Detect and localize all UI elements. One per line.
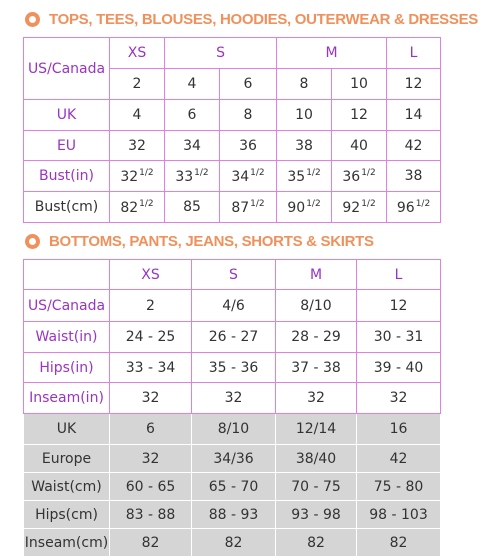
- value-number: 36: [342, 168, 361, 185]
- value-number: 90: [287, 199, 306, 216]
- half-fraction: 1/2: [415, 198, 431, 209]
- value-cell: [110, 161, 165, 192]
- value-cell: 75 - 80: [357, 473, 441, 501]
- value-cell: 93 - 98: [276, 501, 357, 529]
- value-number: 96: [396, 199, 415, 216]
- value-cell: 12: [332, 100, 387, 131]
- value-cell: 8: [277, 69, 332, 100]
- bottoms-size-table: [23, 259, 441, 557]
- value-cell: 12/14: [276, 414, 357, 445]
- value-cell: 70 - 75: [276, 473, 357, 501]
- value-cell: 34/36: [192, 445, 276, 473]
- row-label-inseam-cm: Inseam(cm): [24, 529, 110, 557]
- value-number: 32: [120, 168, 139, 185]
- value-cell: 83 - 88: [110, 501, 192, 529]
- value-cell: 10: [277, 100, 332, 131]
- value-cell: 60 - 65: [110, 473, 192, 501]
- value-cell: 82: [276, 529, 357, 557]
- value-cell: 85: [165, 192, 220, 223]
- half-fraction: 1/2: [139, 198, 154, 209]
- size-header-s: S: [165, 38, 277, 69]
- row-label-eu: EU: [24, 131, 110, 161]
- value-cell: 4/6: [192, 290, 276, 322]
- value-cell: 34: [165, 131, 220, 161]
- value-cell: [220, 161, 277, 192]
- value-cell: 24 - 25: [110, 322, 192, 353]
- section-title-tops: [25, 8, 478, 30]
- row-label-us-canada: US/Canada: [24, 38, 110, 100]
- value-cell: [277, 161, 332, 192]
- value-cell: 82: [192, 529, 276, 557]
- value-cell: 42: [357, 445, 441, 473]
- size-header-m: M: [276, 260, 357, 290]
- value-cell: [332, 161, 387, 192]
- value-cell: [277, 192, 332, 223]
- value-cell: 8/10: [276, 290, 357, 322]
- circle-bullet-icon: [25, 234, 40, 249]
- value-number: 34: [231, 168, 250, 185]
- half-fraction: 1/2: [139, 167, 154, 178]
- value-cell: 82: [357, 529, 441, 557]
- value-cell: 8: [220, 100, 277, 131]
- value-cell: 38: [387, 161, 441, 192]
- half-fraction: 1/2: [306, 198, 321, 209]
- value-cell: 16: [357, 414, 441, 445]
- value-cell: 4: [110, 100, 165, 131]
- value-number: 35: [287, 168, 306, 185]
- row-label-waist-cm: Waist(cm): [24, 473, 110, 501]
- value-number: 33: [175, 168, 194, 185]
- value-cell: 2: [110, 290, 192, 322]
- value-cell: 4: [165, 69, 220, 100]
- row-label-bust-cm: Bust(cm): [24, 192, 110, 223]
- half-fraction: 1/2: [306, 167, 321, 178]
- size-header-s: S: [192, 260, 276, 290]
- value-cell: 32: [110, 445, 192, 473]
- value-cell: 38: [277, 131, 332, 161]
- value-cell: 6: [220, 69, 277, 100]
- value-cell: 38/40: [276, 445, 357, 473]
- value-number: 87: [231, 199, 250, 216]
- row-label-bust-in: Bust(in): [24, 161, 110, 192]
- value-cell: 14: [387, 100, 441, 131]
- row-label-waist-in: Waist(in): [24, 322, 110, 353]
- value-cell: 2: [110, 69, 165, 100]
- value-cell: 32: [110, 131, 165, 161]
- value-cell: 32: [110, 383, 192, 414]
- value-cell: 10: [332, 69, 387, 100]
- size-header-l: L: [357, 260, 441, 290]
- value-cell: 65 - 70: [192, 473, 276, 501]
- value-cell: 28 - 29: [276, 322, 357, 353]
- half-fraction: 1/2: [361, 167, 376, 178]
- corner-cell: [24, 260, 110, 290]
- value-cell: [220, 192, 277, 223]
- value-number: 92: [342, 199, 361, 216]
- value-cell: 8/10: [192, 414, 276, 445]
- value-cell: 6: [165, 100, 220, 131]
- section-title-bottoms: [25, 230, 374, 252]
- value-cell: 33 - 34: [110, 353, 192, 383]
- value-cell: 30 - 31: [357, 322, 441, 353]
- value-cell: [165, 161, 220, 192]
- value-cell: 32: [192, 383, 276, 414]
- row-label-us-canada: US/Canada: [24, 290, 110, 322]
- half-fraction: 1/2: [250, 198, 265, 209]
- value-cell: 82: [110, 529, 192, 557]
- value-number: 82: [120, 199, 139, 216]
- value-cell: 40: [332, 131, 387, 161]
- value-cell: 35 - 36: [192, 353, 276, 383]
- size-header-l: L: [387, 38, 441, 69]
- value-cell: 88 - 93: [192, 501, 276, 529]
- value-cell: 26 - 27: [192, 322, 276, 353]
- row-label-inseam-in: Inseam(in): [24, 383, 110, 414]
- value-cell: 42: [387, 131, 441, 161]
- section-title-tops-text: TOPS, TEES, BLOUSES, HOODIES, OUTERWEAR & DRESSES: [49, 10, 478, 28]
- row-label-hips-in: Hips(in): [24, 353, 110, 383]
- value-cell: [332, 192, 387, 223]
- value-cell: 36: [220, 131, 277, 161]
- half-fraction: 1/2: [194, 167, 209, 178]
- value-cell: 39 - 40: [357, 353, 441, 383]
- row-label-uk: UK: [24, 100, 110, 131]
- value-cell: 12: [387, 69, 441, 100]
- section-title-bottoms-text: BOTTOMS, PANTS, JEANS, SHORTS & SKIRTS: [49, 232, 374, 250]
- size-header-m: M: [277, 38, 387, 69]
- size-header-xs: XS: [110, 38, 165, 69]
- size-header-xs: XS: [110, 260, 192, 290]
- value-cell: [110, 192, 165, 223]
- value-cell: 98 - 103: [357, 501, 441, 529]
- half-fraction: 1/2: [250, 167, 265, 178]
- value-cell: 37 - 38: [276, 353, 357, 383]
- circle-bullet-icon: [25, 12, 40, 27]
- row-label-uk: UK: [24, 414, 110, 445]
- value-cell: 12: [357, 290, 441, 322]
- value-cell: 32: [357, 383, 441, 414]
- value-cell: [387, 192, 441, 223]
- tops-size-table: [23, 37, 441, 223]
- row-label-europe: Europe: [24, 445, 110, 473]
- value-cell: 6: [110, 414, 192, 445]
- row-label-hips-cm: Hips(cm): [24, 501, 110, 529]
- half-fraction: 1/2: [361, 198, 376, 209]
- value-cell: 32: [276, 383, 357, 414]
